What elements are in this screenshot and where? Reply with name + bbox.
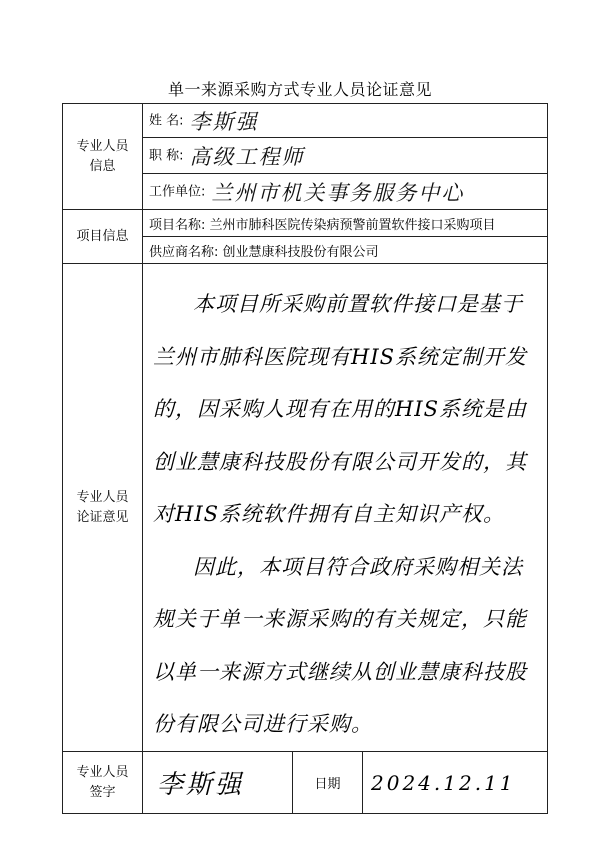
employer-row [143,174,548,210]
job-title-label: 职 称: [149,148,184,163]
document-title: 单一来源采购方式专业人员论证意见 [167,80,432,99]
signature-value: 李斯强 [143,752,293,814]
project-info-label: 项目信息 [63,210,143,264]
opinion-label: 专业人员论证意见 [63,264,143,752]
opinion-form-table [62,103,548,814]
opinion-body [143,264,548,752]
opinion-paragraph: 因此，本项目符合政府采购相关法规关于单一来源采购的有关规定，只能以单一来源方式继续从创业慧康科技股份有限公司进行采购。 [153,554,527,736]
opinion-paragraph: 本项目所采购前置软件接口是基于兰州市肺科医院现有HIS系统定制开发的，因采购人现有在用的HIS系统是由创业慧康科技股份有限公司开发的，其对HIS系统软件拥有自主知识产权。 [153,292,527,526]
project-name: 项目名称: 兰州市肺科医院传染病预警前置软件接口采购项目 [143,210,548,237]
job-title-row [143,138,548,174]
date-label: 日期 [293,752,363,814]
signature-label: 专业人员签字 [63,752,143,814]
name-label: 姓 名: [149,113,184,128]
name-value: 李斯强 [189,109,259,134]
employer-value: 兰州市机关事务服务中心 [211,180,465,205]
name-row [143,104,548,138]
supplier-name: 供应商名称: 创业慧康科技股份有限公司 [143,237,548,264]
job-title-value: 高级工程师 [189,144,305,169]
date-value: 2024.12.11 [363,752,548,814]
employer-label: 工作单位: [149,184,206,199]
personnel-info-label: 专业人员信息 [63,104,143,210]
